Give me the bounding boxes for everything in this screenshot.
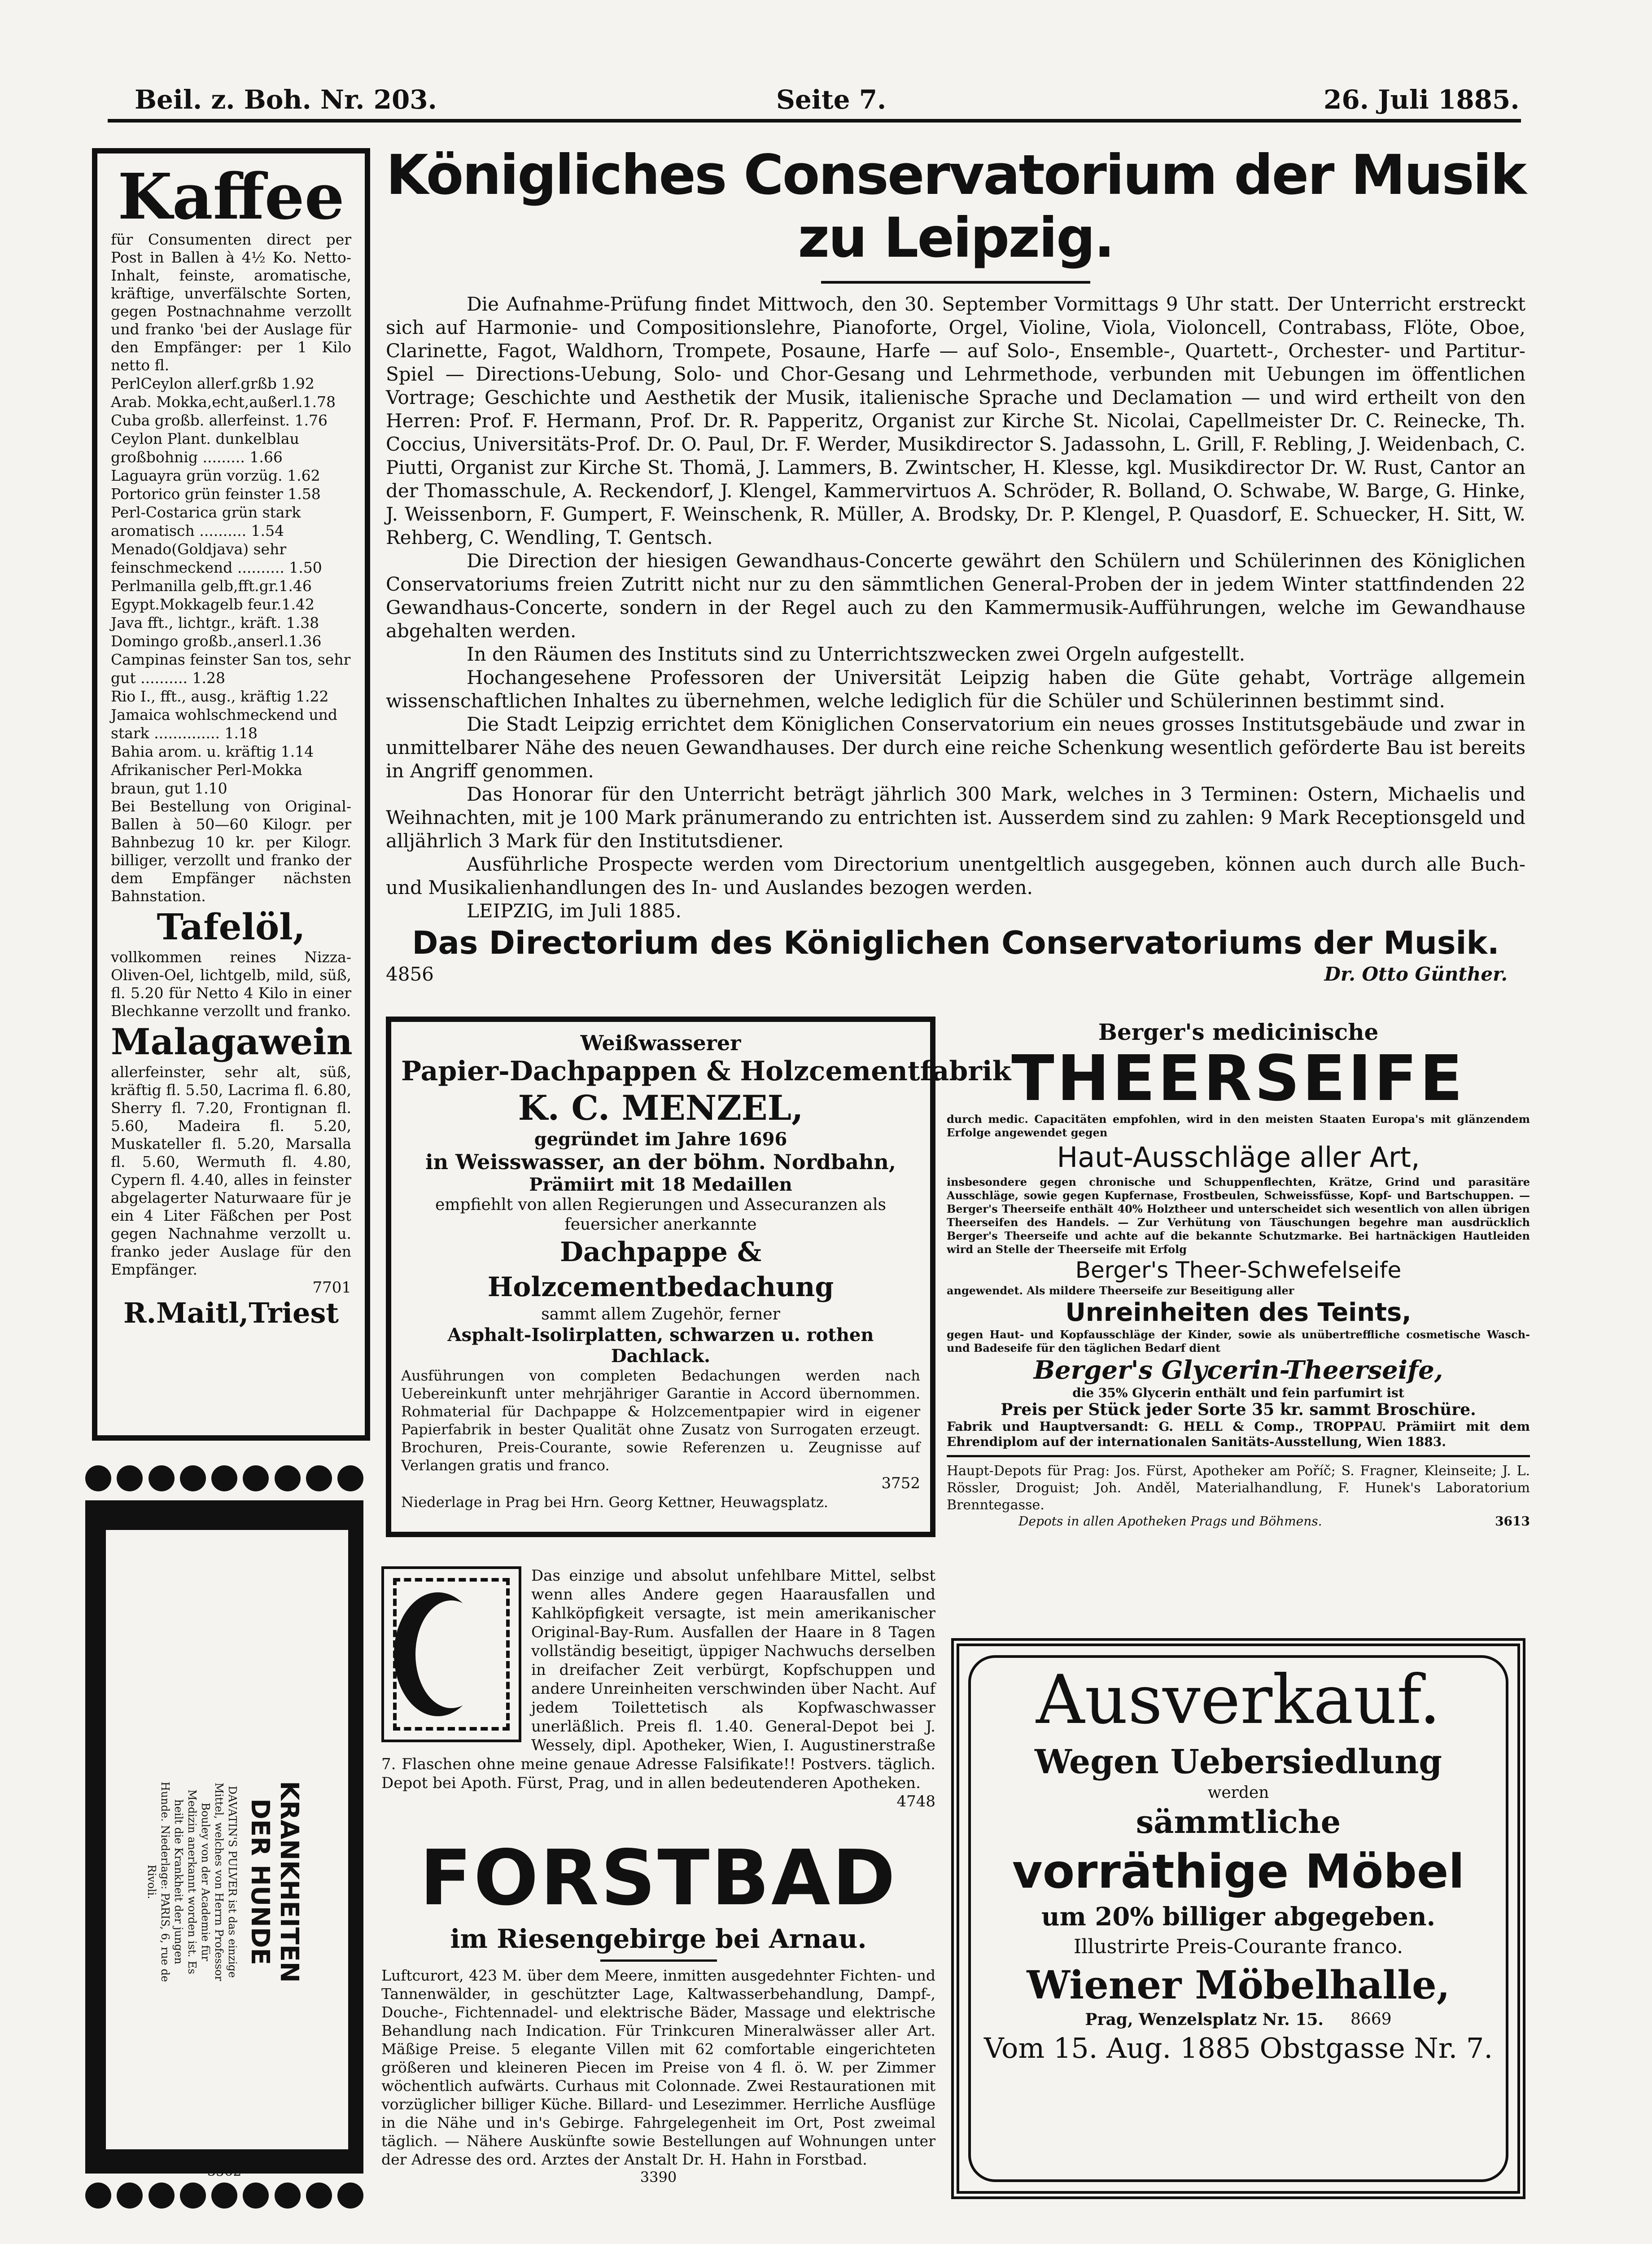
menzel-medals: Prämiirt mit 18 Medaillen	[529, 1174, 792, 1195]
kaffee-price-item: Menado(Goldjava) sehr feinschmeckend .......... 1.50	[111, 540, 322, 576]
cons-number: 4856	[386, 963, 434, 985]
conservatorium-ad	[386, 144, 1525, 1005]
dogs-ad	[85, 1465, 363, 2224]
oil-title: Tafelöl,	[157, 906, 306, 948]
berger-ad	[947, 1019, 1530, 1625]
ausverkauf-l1: Wegen Uebersiedlung	[1034, 1743, 1442, 1781]
dogs-title: KRANKHEITEN DER HUNDE	[245, 1781, 304, 1983]
hair-text: Das einzige und absolut unfehlbare Mittel, selbst wenn alles Andere gegen Haarausfallen und Kahlköpfigkeit versagte, ist mein amerikanischer Original-Bay-Rum. Ausfallen der Haare in 8 Tagen vollständig beseitigt, üppiger Nachwuchs derselben in dreifacher Zeit verbürgt, Kopfschuppen und andere Unreinheiten verschwinden über Nacht. Auf jedem Toilettetisch als Kopfwaschwasser unerläßlich. Preis fl. 1.40. General-Depot bei J. Wessely, dipl. Apotheker, Wien, I. Augustinerstraße 7. Flaschen ohne meine genaue Adresse Falsifikate!! Postvers. täglich. Depot bei Apoth. Fürst, Prag, und in allen bedeutenderen Apotheken.	[381, 1567, 935, 1792]
kaffee-price-item: Bahia arom. u. kräftig 1.14	[111, 743, 314, 760]
header-date: 26. Juli 1885.	[1324, 84, 1520, 115]
ausverkauf-l6: Illustrirte Preis-Courante franco.	[1073, 1935, 1403, 1958]
cons-p5: Die Stadt Leipzig errichtet dem Königlichen Conservatorium ein neues grosses Institutsgebäude und zwar in unmittelbarer Nähe des neuen Gewandhauses. Der durch eine reiche Schenkung wesentlich geförderte Bau ist bereits in Angriff genommen.	[386, 713, 1525, 782]
forstbad-sub: im Riesengebirge bei Arnau.	[450, 1924, 867, 1954]
title-rule	[821, 281, 1090, 284]
ausverkauf-l9: Vom 15. Aug. 1885 Obstgasse Nr. 7.	[983, 2032, 1493, 2064]
cons-p3: In den Räumen des Instituts sind zu Unterrichtszwecken zwei Orgeln aufgestellt.	[467, 643, 1246, 665]
berger-t5: Fabrik und Hauptversandt: G. HELL & Comp., TROPPAU. Prämiirt mit dem Ehrendiplom auf der internationalen Sanitäts-Ausstellung, Wien 1883.	[947, 1419, 1530, 1449]
kaffee-price-item: Domingo großb.,anserl.1.36	[111, 632, 322, 650]
cons-p7: Ausführliche Prospecte werden vom Directorium unentgeltlich ausgegeben, können auch durch alle Buch- und Musikalienhandlungen des In- und Auslandes bezogen werden.	[386, 853, 1525, 898]
kaffee-title: Kaffee	[118, 160, 345, 234]
berger-footer: Depots in allen Apotheken Prags und Böhmens.	[1018, 1514, 1322, 1529]
cons-p4: Hochangesehene Professoren der Universität Leipzig haben die Güte gehabt, Vorträge allgemein wissenschaftlichen Inhaltes zu übernehmen, welche lediglich für die Schüler und Schülerinnen bestimmt sind.	[386, 666, 1525, 712]
menzel-founded: gegründet im Jahre 1696	[534, 1129, 787, 1150]
berger-price: Preis per Stück jeder Sorte 35 kr. sammt Broschüre.	[1001, 1400, 1476, 1419]
kaffee-price-item: Arab. Mokka,echt,außerl.1.78	[111, 393, 336, 411]
dots-top	[85, 1465, 363, 1491]
kaffee-price-item: Egypt.Mokkagelb feur.1.42	[111, 596, 315, 613]
ausverkauf-l8: Prag, Wenzelsplatz Nr. 15.	[1085, 2010, 1324, 2029]
cons-p1: Die Aufnahme-Prüfung findet Mittwoch, den 30. September Vormittags 9 Uhr statt. Der Unterricht erstreckt sich auf Harmonie- und Compositionslehre, Pianoforte, Orgel, Violine, Viola, Violoncell, Contrabass, Flöte, Oboe, Clarinette, Fagot, Waldhorn, Trompete, Posaune, Harfe — auf Solo-, Ensemble-, Quartett-, Orchester- und Partitur-Spiel — Directions-Uebung, Solo- und Chor-Gesang und Lehrmethode, verbunden mit Uebungen im öffentlichen Vortrage; Geschichte und Aesthetik der Musik, italienische Sprache und Declamation — und wird ertheilt von den Herren: Prof. F. Hermann, Prof. Dr. R. Papperitz, Organist zur Kirche St. Nicolai, Capellmeister Dr. C. Reinecke, Th. Coccius, Universitäts-Prof. Dr. O. Paul, Dr. F. Werder, Musikdirector S. Jadassohn, L. Grill, F. Rebling, J. Weidenbach, C. Piutti, Organist zur Kirche St. Thomä, J. Lammers, B. Zwintscher, H. Klesse, kgl. Musikdirector Dr. W. Rust, Cantor an der Thomasschule, A. Reckendorf, J. Klengel, Kammervirtuos A. Schröder, R. Bolland, O. Schwabe, W. Barge, G. Hinke, J. Weissenborn, F. Gumpert, F. Weinschenk, R. Müller, A. Brodsky, Dr. P. Klengel, P. Quasdorf, E. Schuecker, H. Sitt, W. Rehberg, C. Wendling, T. Gentsch.	[386, 293, 1525, 548]
ausverkauf-l4: vorräthige Möbel	[1012, 1844, 1465, 1899]
dogs-text: DAVATIN'S PULVER ist das einzige Mittel, welches von Herrn Professor Bouley von der Academie für Medizin anerkannt worden ist. Es heilt die Krankheit der jungen Hunde. Niederlage: PARIS, 6, rue de Rivoli.	[145, 1781, 239, 1982]
menzel-recommended: empfiehlt von allen Regierungen und Assecuranzen als feuersicher anerkannte	[435, 1196, 886, 1234]
berger-sub4: Berger's Glycerin-Theerseife,	[1033, 1355, 1443, 1385]
hair-ad	[381, 1566, 935, 1827]
berger-t4: die 35% Glycerin enthält und fein parfumirt ist	[1072, 1385, 1404, 1400]
dogs-number: 3562	[207, 2164, 242, 2179]
header-issue: Beil. z. Boh. Nr. 203.	[135, 84, 437, 115]
menzel-name: K. C. MENZEL,	[518, 1088, 804, 1128]
ausverkauf-l5: um 20% billiger abgegeben.	[1041, 1902, 1436, 1932]
menzel-asphalt: Asphalt-Isolirplatten, schwarzen u. rothen Dachlack.	[447, 1324, 874, 1367]
dogs-illustration	[85, 1500, 363, 2174]
ausverkauf-l2: werden	[1207, 1784, 1269, 1802]
kaffee-price-item: PerlCeylon allerf.grßb 1.92	[111, 375, 315, 392]
berger-t2: angewendet. Als mildere Theerseife zur Beseitigung aller	[947, 1284, 1294, 1297]
kaffee-intro: für Consumenten direct per Post in Ballen à 4½ Ko. Netto-Inhalt, feinste, aromatische, kräftige, unverfälschte Sorten, gegen Postnachnahme verzollt und franko 'bei der Auslage für den Empfänger: per 1 Kilo netto fl.	[111, 231, 351, 374]
kaffee-price-item: Jamaica wohlschmeckend und stark .............. 1.18	[111, 706, 337, 742]
ausverkauf-ad	[951, 1638, 1525, 2199]
header-rule	[108, 119, 1521, 123]
cons-place: LEIPZIG, im Juli 1885.	[467, 900, 682, 922]
conservatorium-title: Königliches Conservatorium der Musik zu Leipzig.	[386, 143, 1525, 270]
kaffee-price-item: Afrikanischer Perl-Mokka braun, gut 1.10	[111, 761, 302, 797]
menzel-top: Weißwasserer	[580, 1031, 741, 1055]
cons-sign: Das Directorium des Königlichen Conservatoriums der Musik.	[412, 925, 1499, 961]
berger-sub1: Haut-Ausschläge aller Art,	[1057, 1141, 1420, 1174]
kaffee-price-item: Ceylon Plant. dunkelblau großbohnig ......... 1.66	[111, 430, 299, 466]
ausverkauf-number: 8669	[1350, 2010, 1392, 2029]
forstbad-title: FORSTBAD	[420, 1834, 897, 1923]
ausverkauf-title: Ausverkauf.	[1036, 1661, 1441, 1739]
wine-text: allerfeinster, sehr alt, süß, kräftig fl. 5.50, Lacrima fl. 6.80, Sherry fl. 7.20, Frontignan fl. 5.60, Madeira fl. 5.20, Muskateller fl. 5.20, Marsalla fl. 5.60, Wermuth fl. 4.80, Cypern fl. 4.40, alles in feinster abgelagerter Naturwaare für je ein 4 Liter Fäßchen per Post gegen Nachnahme verzollt u. franko jeder Auslage für den Empfänger.	[111, 1063, 351, 1278]
kaffee-firm: R.Maitl,Triest	[123, 1297, 339, 1329]
kaffee-order: Bei Bestellung von Original-Ballen à 50—60 Kilogr. per Bahnbezug 10 kr. per Kilogr. billiger, verzollt und franko der dem Empfänger nächsten Bahnstation.	[111, 798, 351, 905]
kaffee-price-item: Cuba großb. allerfeinst. 1.76	[111, 412, 328, 429]
berger-top: Berger's medicinische	[1098, 1019, 1379, 1045]
moon-icon	[415, 1600, 487, 1708]
ausverkauf-l3: sämmtliche	[1136, 1803, 1341, 1841]
wine-title: Malagawein	[111, 1021, 353, 1063]
ausverkauf-l7: Wiener Möbelhalle,	[1027, 1963, 1450, 2008]
kaffee-number: 7701	[312, 1279, 351, 1297]
berger-number: 3613	[1495, 1514, 1530, 1529]
menzel-accessories: sammt allem Zugehör, ferner	[541, 1305, 780, 1324]
menzel-location: in Weisswasser, an der böhm. Nordbahn,	[425, 1150, 896, 1174]
cons-p2: Die Direction der hiesigen Gewandhaus-Concerte gewährt den Schülern und Schülerinnen des Königlichen Conservatoriums freien Zutritt nicht nur zu den sämmtlichen General-Proben der in jedem Winter stattfindenden 22 Gewandhaus-Concerte, sondern in der Regel auch zu den Kammermusik-Aufführungen, welche im Gewandhause abgehalten werden.	[386, 550, 1525, 642]
berger-t1: insbesondere gegen chronische und Schuppenflechten, Krätze, Grind und parasitäre Ausschläge, sowie gegen Kupfernase, Frostbeulen, Schweissfüsse, Kopf- und Bartschuppen. — Berger's Theerseife enthält 40% Holztheer und unterscheidet sich wesentlich von allen übrigen Theerseifen des Handels. — Zur Verhütung von Täuschungen begehre man ausdrücklich Berger's Theerseife und achte auf die bekannte Schutzmarke. Bei hartnäckigen Hautleiden wird an Stelle der Theerseife mit Erfolg	[947, 1175, 1530, 1256]
kaffee-price-item: Java fft., lichtgr., kräft. 1.38	[111, 614, 319, 631]
berger-title: THEERSEIFE	[1011, 1042, 1465, 1115]
berger-sub2: Berger's Theer-Schwefelseife	[1075, 1257, 1402, 1283]
menzel-title: Papier-Dachpappen & Holzcementfabrik	[401, 1056, 1011, 1087]
berger-intro: durch medic. Capacitäten empfohlen, wird in den meisten Staaten Europa's mit glänzendem Erfolge angewendet gegen	[947, 1113, 1530, 1139]
kaffee-price-item: Laguayra grün vorzüg. 1.62	[111, 467, 320, 484]
kaffee-price-item: Rio I., fft., ausg., kräftig 1.22	[111, 688, 329, 705]
kaffee-price-list	[111, 374, 351, 798]
cons-signer: Dr. Otto Günther.	[1324, 963, 1508, 985]
kaffee-price-item: Campinas feinster San tos, sehr gut .......... 1.28	[111, 651, 351, 687]
header-page: Seite 7.	[776, 84, 887, 115]
forstbad-ad	[381, 1836, 935, 2231]
kaffee-price-item: Perlmanilla gelb,fft.gr.1.46	[111, 577, 312, 595]
kaffee-price-item: Perl-Costarica grün stark aromatisch .......... 1.54	[111, 504, 301, 539]
berger-depots: Haupt-Depots für Prag: Jos. Fürst, Apotheker am Poříč; S. Fragner, Kleinseite; J. L. Rössler, Droguist; Joh. Anděl, Materialhandlung, F. Hunek's Laboratorium Brenntegasse.	[947, 1463, 1530, 1513]
menzel-product: Dachpappe & Holzcementbedachung	[487, 1236, 834, 1303]
kaffee-price-item: Portorico grün feinster 1.58	[111, 485, 321, 503]
kaffee-ad	[92, 148, 370, 1441]
forstbad-number: 3390	[640, 2169, 677, 2186]
berger-sub3: Unreinheiten des Teints,	[1065, 1298, 1412, 1327]
forstbad-text: Luftcurort, 423 M. über dem Meere, inmitten ausgedehnter Fichten- und Tannenwälder, in geschützter Lage, Kaltwasserbehandlung, Dampf-, Douche-, Fichtennadel- und elektrische Bäder, Massage und elektrische Behandlung nach Indication. Für Trinkcuren Mineralwässer aller Art. Mäßige Preise. 5 elegante Villen mit 62 comfortable eingerichteten größeren und kleineren Piecen im Preise von 4 fl. ö. W. per Zimmer wöchentlich aufwärts. Curhaus mit Colonnade. Zwei Restaurationen mit vorzüglicher billiger Küche. Billard- und Lesezimmer. Herrliche Ausflüge in die Nähe und in's Gebirge. Fahrgelegenheit im Ort, Post zweimal täglich. — Nähere Auskünfte sowie Bestellungen auf Wohnungen unter der Adresse des ord. Arztes der Anstalt Dr. H. Hahn in Forstbad.	[381, 1967, 935, 2168]
dots-bottom	[85, 2183, 363, 2209]
menzel-text: Ausführungen von completen Bedachungen werden nach Uebereinkunft unter mehrjähriger Garantie in Accord übernommen. Rohmaterial für Dachpappe & Holzcementpapier wird in eigener Papierfabrik in bester Qualität ohne Zusatz von Surrogaten erzeugt. Brochuren, Preis-Courante, sowie Referenzen u. Zeugnisse auf Verlangen gratis und franco.	[401, 1367, 920, 1474]
menzel-ad	[386, 1017, 1011, 1537]
hair-number: 4748	[896, 1793, 935, 1810]
moon-logo	[381, 1566, 521, 1742]
menzel-depot: Niederlage in Prag bei Hrn. Georg Kettner, Heuwagsplatz.	[401, 1494, 828, 1511]
berger-t3: gegen Haut- und Kopfausschläge der Kinder, sowie als unübertreffliche cosmetische Wasch- und Badeseife für den täglichen Bedarf dient	[947, 1328, 1530, 1354]
oil-text: vollkommen reines Nizza-Oliven-Oel, lichtgelb, mild, süß, fl. 5.20 für Netto 4 Kilo in einer Blechkanne verzollt und franko.	[111, 948, 351, 1020]
menzel-number: 3752	[881, 1474, 920, 1492]
cons-p6: Das Honorar für den Unterricht beträgt jährlich 300 Mark, welches in 3 Terminen: Ostern, Michaelis und Weihnachten, mit je 100 Mark pränumerando zu entrichten ist. Ausserdem sind zu zahlen: 9 Mark Receptionsgeld und alljährlich 3 Mark für den Institutsdiener.	[386, 783, 1525, 852]
